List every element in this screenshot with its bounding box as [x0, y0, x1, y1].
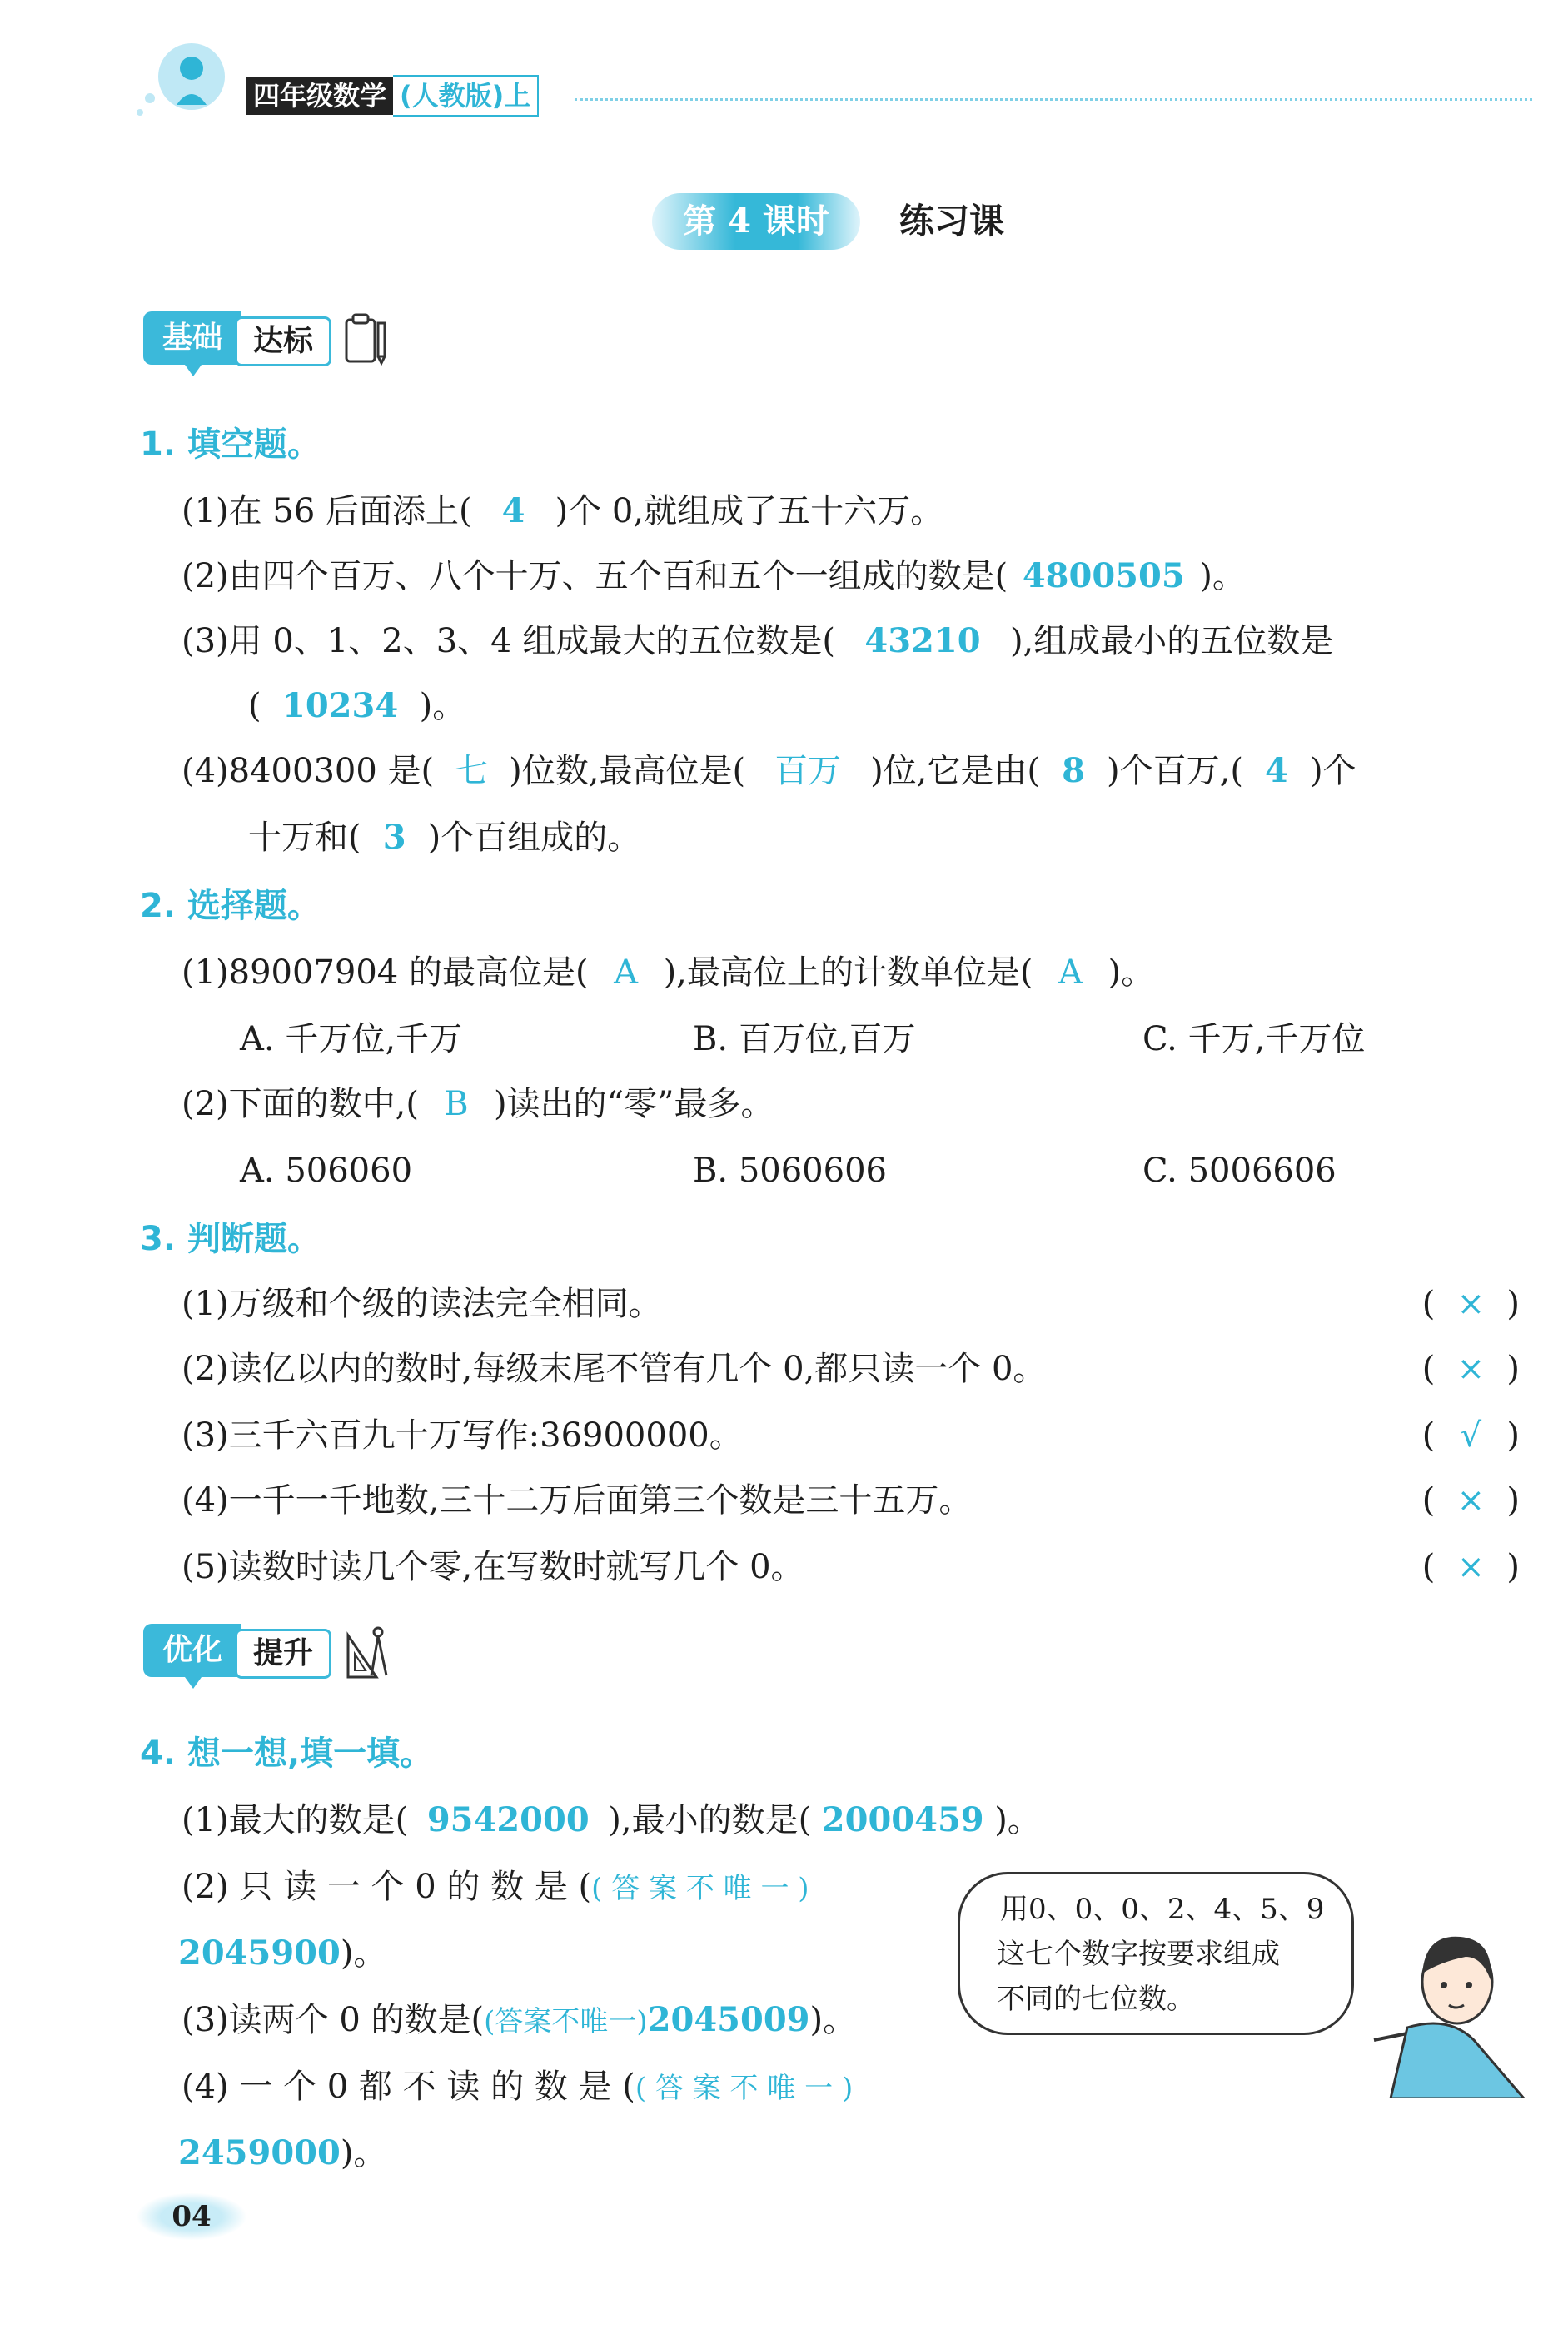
q1-1-pre: (1)在 56 后面添上(	[182, 492, 472, 530]
bubble-line-3: 不同的七位数。	[997, 1983, 1195, 2016]
q3-3-mark: √	[1460, 1416, 1482, 1455]
q4-4-pre: (4) 一 个 0 都 不 读 的 数 是 (	[182, 2068, 635, 2106]
tag-basic-a: 基础	[143, 311, 241, 365]
book-edition: (人教版)上	[393, 75, 539, 117]
q1-3-answer-2: 10234	[282, 686, 399, 725]
q1-2-answer: 4800505	[1022, 556, 1185, 595]
q2-1-answer-1: A	[614, 953, 639, 992]
q2-item-1	[182, 951, 1154, 994]
q4-4-note: ( 答 案 不 唯 一 )	[635, 2072, 854, 2105]
q1-3-post: )。	[419, 687, 466, 725]
ruler-compass-icon	[343, 1624, 388, 1679]
q4-1-post: )。	[994, 1801, 1041, 1839]
q1-4-post: )个百组成的。	[427, 819, 641, 857]
q3-1-judgement: ( × )	[1422, 1282, 1520, 1326]
tag-advanced-b: 提升	[235, 1629, 331, 1679]
q4-3-note: (答案不唯一)	[484, 2005, 648, 2038]
q3-item-1: (1)万级和个级的读法完全相同。	[182, 1285, 662, 1323]
q4-2-note: ( 答 案 不 唯 一 )	[591, 1872, 809, 1905]
q4-2-pre: (2) 只 读 一 个 0 的 数 是 (	[182, 1868, 592, 1906]
mascot-logo	[125, 33, 241, 125]
q4-item-1	[182, 1799, 1041, 1842]
q1-2-pre: (2)由四个百万、八个十万、五个百和五个一组成的数是(	[182, 557, 1008, 595]
q4-item-2-cont	[178, 1932, 386, 1975]
page-number: 04	[137, 2193, 246, 2240]
q2-1-post: )。	[1108, 953, 1155, 992]
q1-item-1	[182, 490, 943, 533]
q1-item-4-cont	[248, 816, 640, 859]
q3-item-3: (3)三千六百九十万写作:36900000。	[182, 1416, 743, 1455]
q3-2-mark: ×	[1456, 1350, 1486, 1388]
q2-2-post: )读出的“零”最多。	[493, 1085, 774, 1123]
q4-3-answer: 2045009	[647, 2000, 810, 2039]
q4-item-2	[182, 1865, 809, 1910]
lesson-number: 第 4 课时	[652, 193, 860, 250]
q3-title: 3. 判断题。	[140, 1220, 321, 1258]
q1-4-mid4: )个	[1309, 752, 1356, 790]
q1-4-answer-1: 七	[455, 752, 489, 790]
q4-item-4-cont	[178, 2132, 386, 2175]
book-grade: 四年级数学	[246, 77, 393, 115]
q4-3-pre: (3)读两个 0 的数是(	[182, 2001, 485, 2039]
q2-2-pre: (2)下面的数中,(	[182, 1085, 419, 1123]
boy-illustration	[1357, 1915, 1541, 2098]
q4-item-3	[182, 1998, 856, 2043]
q2-1-option-c: C. 千万,千万位	[1142, 1020, 1366, 1058]
q3-3-judgement: ( √ )	[1422, 1414, 1520, 1457]
q1-3-open: (	[248, 687, 261, 725]
q3-4-judgement: ( × )	[1422, 1479, 1520, 1522]
q1-4-pre2: 十万和(	[248, 819, 361, 857]
q1-3-mid: ),组成最小的五位数是	[1009, 622, 1334, 660]
clipboard-icon	[343, 311, 388, 366]
q4-3-post: )。	[809, 2001, 857, 2039]
q3-item-5: (5)读数时读几个零,在写数时就写几个 0。	[182, 1548, 804, 1586]
q2-1-option-b: B. 百万位,百万	[693, 1020, 916, 1058]
q1-item-3	[182, 620, 1333, 663]
q3-item-4: (4)一千一千地数,三十二万后面第三个数是三十五万。	[182, 1481, 973, 1520]
book-title	[246, 75, 539, 113]
header-dotted-line	[575, 98, 1532, 101]
q4-1-answer-1: 9542000	[426, 1800, 590, 1839]
q4-1-pre: (1)最大的数是(	[182, 1801, 409, 1839]
q2-2-option-b: B. 5060606	[693, 1152, 887, 1190]
q3-5-judgement: ( × )	[1422, 1545, 1520, 1589]
q1-2-post: )。	[1199, 557, 1246, 595]
q1-1-answer: 4	[501, 491, 525, 530]
q4-4-answer: 2459000	[178, 2133, 341, 2172]
q2-1-mid: ),最高位上的计数单位是(	[663, 953, 1033, 992]
tag-basic-b: 达标	[235, 316, 331, 366]
q1-title: 1. 填空题。	[140, 425, 321, 464]
q1-4-mid1: )位数,最高位是(	[509, 752, 746, 790]
q2-2-option-c: C. 5006606	[1142, 1152, 1337, 1190]
q1-4-answer-4: 4	[1265, 751, 1288, 790]
q1-item-4	[182, 749, 1356, 793]
q4-item-4	[182, 2065, 853, 2110]
q4-1-answer-2: 2000459	[821, 1800, 984, 1839]
q2-item-2	[182, 1082, 774, 1126]
q1-item-3-cont	[248, 684, 465, 728]
q2-1-option-a: A. 千万位,千万	[240, 1020, 463, 1058]
q4-2-answer: 2045900	[178, 1933, 341, 1973]
q2-1-pre: (1)89007904 的最高位是(	[182, 953, 589, 992]
q1-1-post: )个 0,就组成了五十六万。	[555, 492, 944, 530]
q3-1-mark: ×	[1456, 1285, 1486, 1323]
q2-1-answer-2: A	[1058, 953, 1083, 992]
q4-2-post: )。	[340, 1934, 387, 1973]
q1-item-2	[182, 555, 1246, 598]
q1-4-mid3: )个百万,(	[1107, 752, 1243, 790]
tag-advanced-a: 优化	[143, 1624, 241, 1677]
lesson-title: 练习课	[899, 201, 1005, 241]
q4-title: 4. 想一想,填一填。	[140, 1734, 434, 1773]
q1-3-pre: (3)用 0、1、2、3、4 组成最大的五位数是(	[182, 622, 835, 660]
q1-4-answer-5: 3	[382, 818, 406, 857]
q1-4-pre: (4)8400300 是(	[182, 752, 435, 790]
q2-2-option-a: A. 506060	[240, 1152, 413, 1190]
bubble-line-2: 这七个数字按要求组成	[997, 1938, 1280, 1971]
q3-5-mark: ×	[1456, 1548, 1486, 1586]
q1-4-answer-2: 百万	[774, 752, 842, 790]
q1-4-mid2: )位,它是由(	[870, 752, 1040, 790]
q1-4-answer-3: 8	[1062, 751, 1085, 790]
q4-4-post: )。	[340, 2134, 387, 2172]
q4-1-mid: ),最小的数是(	[608, 1801, 812, 1839]
q2-title: 2. 选择题。	[140, 887, 321, 925]
bubble-line-1: 用0、0、0、2、4、5、9	[1000, 1893, 1325, 1926]
q2-2-answer: B	[444, 1085, 469, 1123]
q3-4-mark: ×	[1456, 1481, 1486, 1520]
q1-3-answer-1: 43210	[864, 621, 981, 660]
q3-item-2: (2)读亿以内的数时,每级末尾不管有几个 0,都只读一个 0。	[182, 1350, 1047, 1388]
q3-2-judgement: ( × )	[1422, 1347, 1520, 1391]
speech-bubble	[958, 1872, 1354, 2035]
